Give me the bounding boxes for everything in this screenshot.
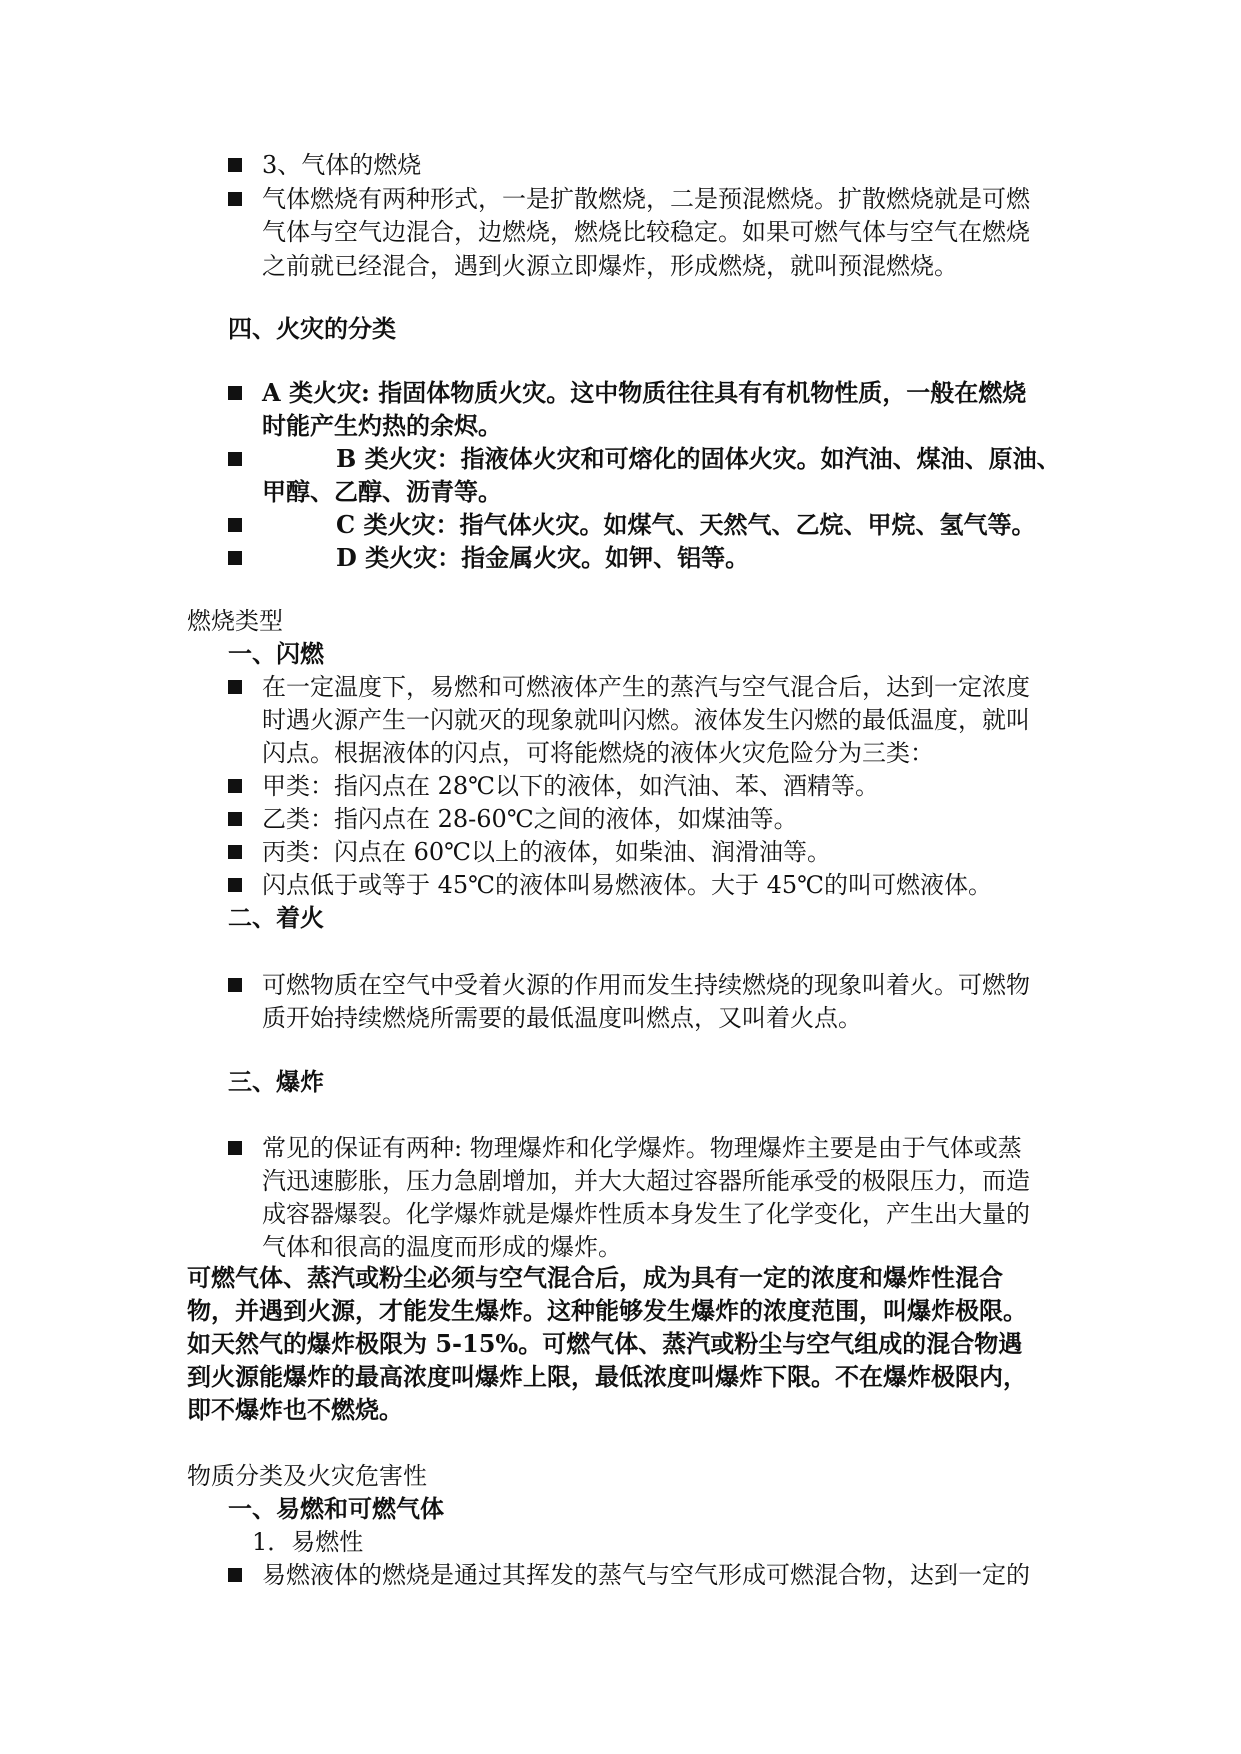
flash-heading: 一、闪燃 (228, 639, 324, 668)
bullet-icon (228, 158, 242, 172)
gas-combustion-text: 之前就已经混合，遇到火源立即爆炸，形成燃烧，就叫预混燃烧。 (262, 252, 958, 280)
gas-combustion-text: 气体燃烧有两种形式，一是扩散燃烧，二是预混燃烧。扩散燃烧就是可燃 (262, 185, 1030, 213)
explosion-limit-text: 到火源能爆炸的最高浓度叫爆炸上限，最低浓度叫爆炸下限。不在爆炸极限内， (187, 1362, 1027, 1391)
flash-class-item: 乙类：指闪点在 28-60℃之间的液体，如煤油等。 (262, 805, 798, 833)
class-a-text: A 类火灾: 指固体物质火灾。这中物质往往具有有机物性质，一般在燃烧 (262, 378, 1027, 407)
explosion-limit-text: 如天然气的爆炸极限为 5-15%。可燃气体、蒸汽或粉尘与空气组成的混合物遇 (187, 1329, 1023, 1358)
class-d-text: D 类火灾：指金属火灾。如钾、铝等。 (336, 543, 750, 572)
bullet-icon (228, 1141, 242, 1155)
flash-desc: 闪点。根据液体的闪点，可将能燃烧的液体火灾危险分为三类： (262, 739, 934, 767)
fire-classes-heading: 四、火灾的分类 (228, 314, 396, 343)
explosion-text: 成容器爆裂。化学爆炸就是爆炸性质本身发生了化学变化，产生出大量的 (262, 1200, 1030, 1228)
combustion-types-title: 燃烧类型 (187, 607, 283, 635)
ignition-heading: 二、着火 (228, 903, 324, 932)
class-c-text: C 类火灾：指气体火灾。如煤气、天然气、乙烷、甲烷、氢气等。 (336, 510, 1036, 539)
bullet-icon (228, 878, 242, 892)
explosion-text: 汽迅速膨胀，压力急剧增加，并大大超过容器所能承受的极限压力，而造 (262, 1167, 1030, 1195)
flash-desc: 时遇火源产生一闪就灭的现象就叫闪燃。液体发生闪燃的最低温度，就叫 (262, 706, 1030, 734)
explosion-limit-text: 物，并遇到火源，才能发生爆炸。这种能够发生爆炸的浓度范围，叫爆炸极限。 (187, 1296, 1027, 1325)
bullet-icon (228, 386, 242, 400)
bullet-icon (228, 1568, 242, 1582)
bullet-icon (228, 812, 242, 826)
materials-title: 物质分类及火灾危害性 (187, 1462, 427, 1490)
explosion-text: 常见的保证有两种: 物理爆炸和化学爆炸。物理爆炸主要是由于气体或蒸 (262, 1134, 1022, 1162)
explosion-heading: 三、爆炸 (228, 1067, 324, 1096)
class-b-text: 甲醇、乙醇、沥青等。 (262, 477, 502, 506)
flash-class-item: 丙类：闪点在 60℃以上的液体，如柴油、润滑油等。 (262, 838, 832, 866)
explosion-text: 气体和很高的温度而形成的爆炸。 (262, 1233, 622, 1261)
bullet-icon (228, 845, 242, 859)
bullet-icon (228, 551, 242, 565)
gas-combustion-text: 气体与空气边混合，边燃烧，燃烧比较稳定。如果可燃气体与空气在燃烧 (262, 218, 1030, 246)
materials-heading: 一、易燃和可燃气体 (228, 1494, 444, 1523)
flash-class-item: 甲类：指闪点在 28℃以下的液体，如汽油、苯、酒精等。 (262, 772, 880, 800)
explosion-limit-text: 即不爆炸也不燃烧。 (187, 1395, 403, 1424)
flash-class-item: 闪点低于或等于 45℃的液体叫易燃液体。大于 45℃的叫可燃液体。 (262, 871, 993, 899)
class-b-text: B 类火灾：指液体火灾和可熔化的固体火灾。如汽油、煤油、原油、 (336, 444, 1061, 473)
bullet-icon (228, 192, 242, 206)
bullet-icon (228, 779, 242, 793)
explosion-limit-text: 可燃气体、蒸汽或粉尘必须与空气混合后，成为具有一定的浓度和爆炸性混合 (187, 1263, 1003, 1292)
bullet-icon (228, 518, 242, 532)
materials-sub: 1．易燃性 (252, 1528, 364, 1556)
materials-text: 易燃液体的燃烧是通过其挥发的蒸气与空气形成可燃混合物，达到一定的 (262, 1561, 1030, 1589)
class-a-text: 时能产生灼热的余烬。 (262, 411, 502, 440)
ignition-text: 可燃物质在空气中受着火源的作用而发生持续燃烧的现象叫着火。可燃物 (262, 971, 1030, 999)
bullet-icon (228, 680, 242, 694)
bullet-icon (228, 978, 242, 992)
ignition-text: 质开始持续燃烧所需要的最低温度叫燃点，又叫着火点。 (262, 1004, 862, 1032)
gas-combustion-title: 3、气体的燃烧 (262, 151, 422, 179)
bullet-icon (228, 452, 242, 466)
flash-desc: 在一定温度下，易燃和可燃液体产生的蒸汽与空气混合后，达到一定浓度 (262, 673, 1030, 701)
